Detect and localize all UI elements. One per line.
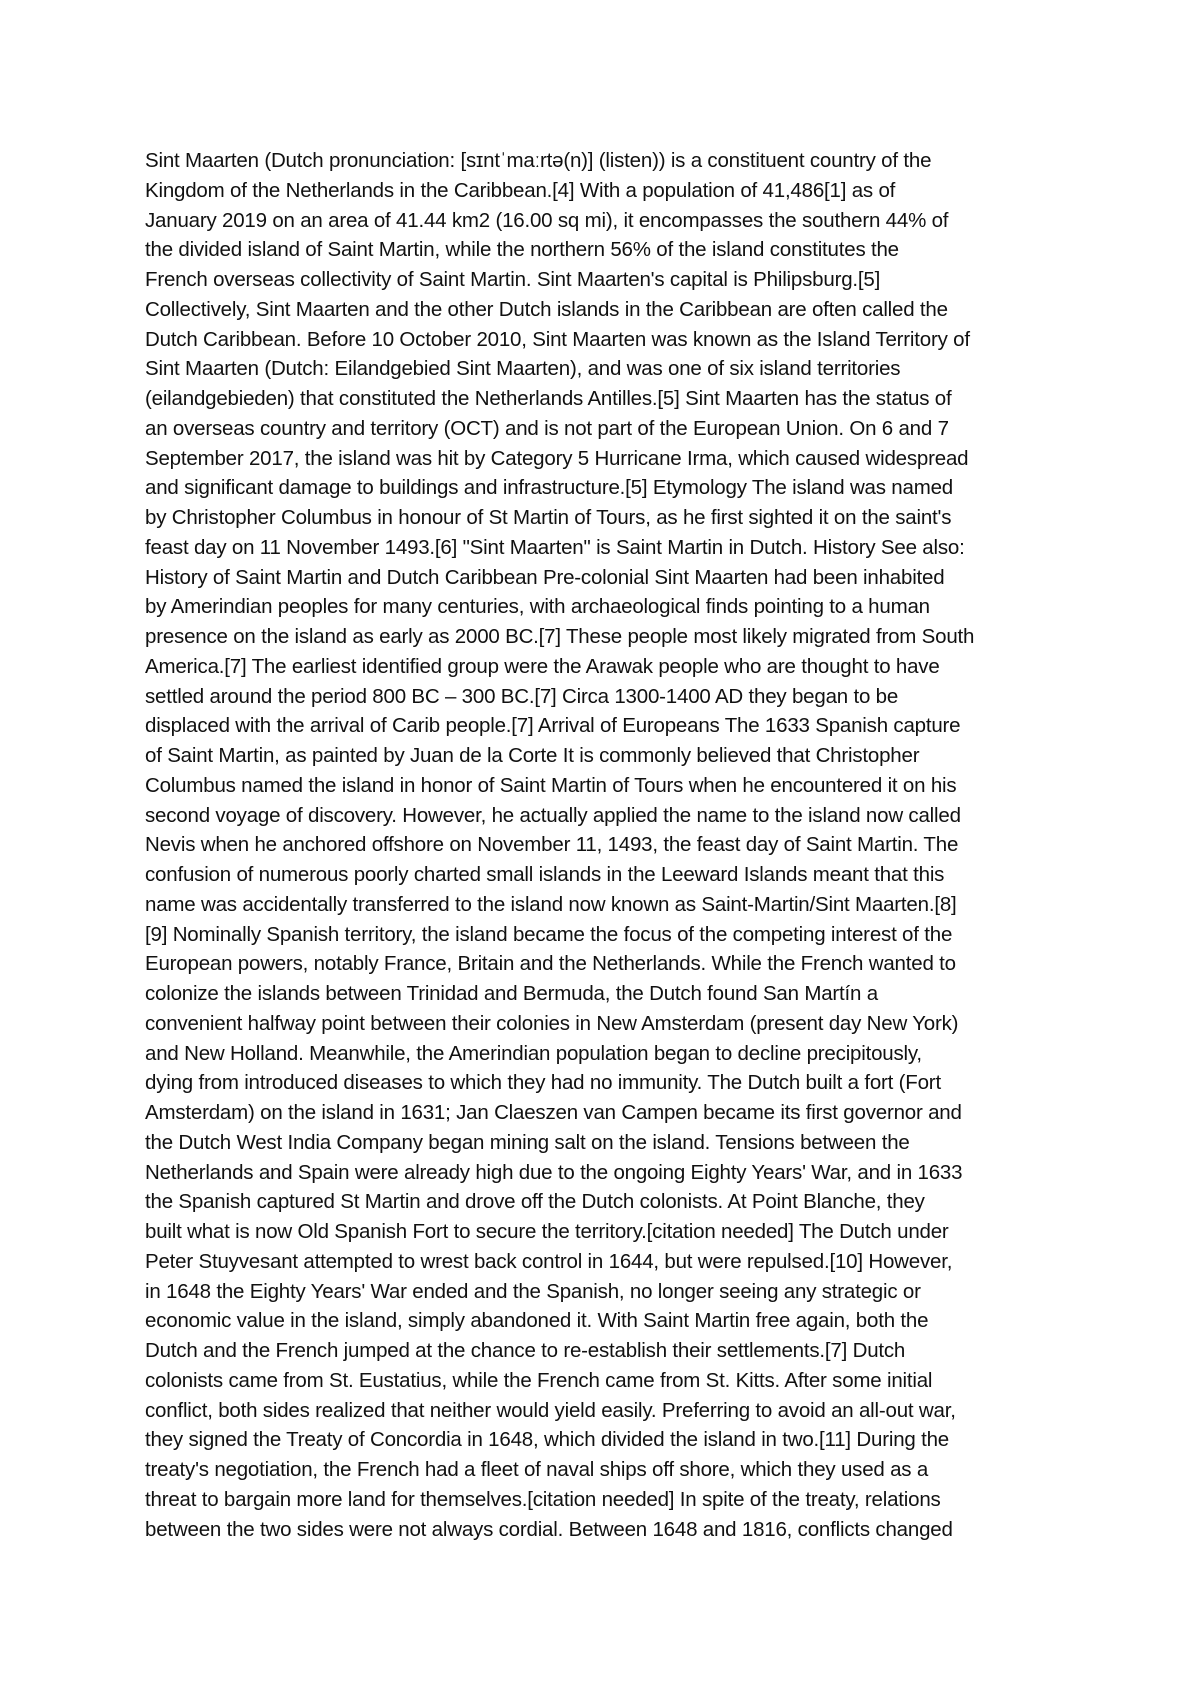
text-line: French overseas collectivity of Saint Martin. Sint Maarten's capital is Philipsburg.[5] [145,268,881,291]
document-body [145,146,1075,1544]
text-line: Amsterdam) on the island in 1631; Jan Claeszen van Campen became its first governor and [145,1101,962,1124]
text-line: and significant damage to buildings and infrastructure.[5] Etymology The island was named [145,476,953,500]
text-line: conflict, both sides realized that neither would yield easily. Preferring to avoid an all-out war, [145,1398,956,1422]
text-line: Kingdom of the Netherlands in the Caribbean.[4] With a population of 41,486[1] as of [145,178,896,202]
text-line: displaced with the arrival of Carib people.[7] Arrival of Europeans The 1633 Spanish capture [145,714,961,738]
text-line: History of Saint Martin and Dutch Caribbean Pre-colonial Sint Maarten had been inhabited [145,565,945,589]
text-line: and New Holland. Meanwhile, the Amerindian population began to decline precipitously, [145,1041,922,1065]
text-line: Sint Maarten (Dutch: Eilandgebied Sint Maarten), and was one of six island territories [145,357,901,381]
text-line: between the two sides were not always cordial. Between 1648 and 1816, conflicts changed [145,1517,953,1541]
text-line: treaty's negotiation, the French had a fleet of naval ships off shore, which they used as a [145,1458,929,1481]
text-line: Columbus named the island in honor of Saint Martin of Tours when he encountered it on his [145,773,957,797]
text-line: (eilandgebieden) that constituted the Netherlands Antilles.[5] Sint Maarten has the status of [145,387,952,410]
text-line: of Saint Martin, as painted by Juan de la Corte It is commonly believed that Christopher [145,744,920,767]
text-line: economic value in the island, simply abandoned it. With Saint Martin free again, both the [145,1309,929,1333]
text-line: Sint Maarten (Dutch pronunciation: [sɪntˈmaːrtə(n)] (listen)) is a constituent country of the [145,149,932,172]
text-line: convenient halfway point between their colonies in New Amsterdam (present day New York) [145,1011,959,1035]
text-line: Nevis when he anchored offshore on November 11, 1493, the feast day of Saint Martin. The [145,833,959,857]
text-line: colonists came from St. Eustatius, while the French came from St. Kitts. After some initial [145,1368,933,1392]
text-line: settled around the period 800 BC – 300 BC.[7] Circa 1300-1400 AD they began to be [145,684,899,708]
text-line: Collectively, Sint Maarten and the other Dutch islands in the Caribbean are often called the [145,297,948,321]
text-line: by Christopher Columbus in honour of St Martin of Tours, as he first sighted it on the saint's [145,506,952,529]
text-line: January 2019 on an area of 41.44 km2 (16.00 sq mi), it encompasses the southern 44% of [145,208,949,232]
text-line: the Dutch West India Company began mining salt on the island. Tensions between the [145,1130,910,1154]
text-line: the Spanish captured St Martin and drove off the Dutch colonists. At Point Blanche, they [145,1190,925,1214]
text-line: second voyage of discovery. However, he actually applied the name to the island now called [145,803,961,827]
text-line: [9] Nominally Spanish territory, the island became the focus of the competing interest of the [145,922,953,946]
text-line: Dutch Caribbean. Before 10 October 2010, Sint Maarten was known as the Island Territory of [145,327,970,351]
text-line: they signed the Treaty of Concordia in 1648, which divided the island in two.[11] During the [145,1428,949,1452]
text-line: name was accidentally transferred to the island now known as Saint-Martin/Sint Maarten.[8] [145,892,957,916]
text-line: America.[7] The earliest identified group were the Arawak people who are thought to have [145,654,940,678]
text-line: threat to bargain more land for themselves.[citation needed] In spite of the treaty, relations [145,1487,941,1511]
text-line: in 1648 the Eighty Years' War ended and the Spanish, no longer seeing any strategic or [145,1279,921,1303]
text-line: European powers, notably France, Britain and the Netherlands. While the French wanted to [145,952,956,976]
text-line: built what is now Old Spanish Fort to secure the territory.[citation needed] The Dutch under [145,1220,949,1243]
text-line: feast day on 11 November 1493.[6] "Sint Maarten" is Saint Martin in Dutch. History See also: [145,535,965,559]
text-line: colonize the islands between Trinidad and Bermuda, the Dutch found San Martín a [145,982,878,1005]
text-line: confusion of numerous poorly charted small islands in the Leeward Islands meant that this [145,863,945,886]
text-line: dying from introduced diseases to which they had no immunity. The Dutch built a fort (Fort [145,1071,941,1095]
text-line: Dutch and the French jumped at the chance to re-establish their settlements.[7] Dutch [145,1339,906,1362]
text-line: Netherlands and Spain were already high due to the ongoing Eighty Years' War, and in 1633 [145,1160,963,1184]
text-line: by Amerindian peoples for many centuries, with archaeological finds pointing to a human [145,595,930,619]
text-line: Peter Stuyvesant attempted to wrest back control in 1644, but were repulsed.[10] However, [145,1249,953,1273]
text-line: an overseas country and territory (OCT) and is not part of the European Union. On 6 and 7 [145,416,949,440]
text-line: the divided island of Saint Martin, while the northern 56% of the island constitutes the [145,238,899,262]
text-line: presence on the island as early as 2000 BC.[7] These people most likely migrated from South [145,625,975,648]
text-line: September 2017, the island was hit by Category 5 Hurricane Irma, which caused widespread [145,446,969,470]
